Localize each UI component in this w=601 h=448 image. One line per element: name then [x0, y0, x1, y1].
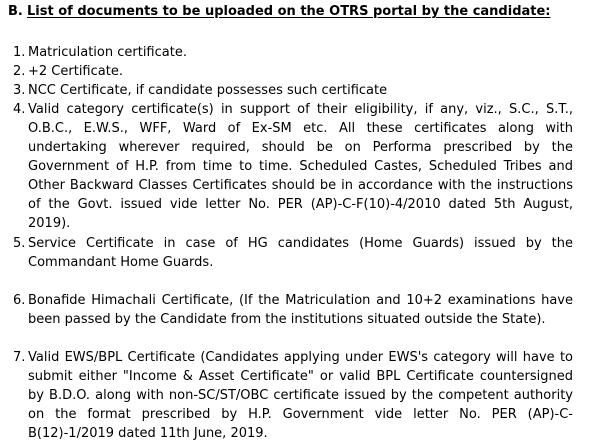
item-text: +2 Certificate.: [28, 64, 123, 79]
item-number: 3.: [13, 83, 26, 98]
section-letter: B.: [8, 4, 23, 19]
item-number: 5.: [13, 236, 26, 251]
item-number: 7.: [13, 350, 26, 365]
section-heading: [8, 3, 551, 21]
item-text: Service Certificate in case of HG candidates (Home Guards) issued by the Commandant Home Guards.: [28, 236, 573, 270]
item-text: NCC Certificate, if candidate possesses such certificate: [28, 83, 388, 98]
list-item-1: [13, 43, 573, 62]
item-text: Valid category certificate(s) in support of their eligibility, if any, viz., S.C., S.T., O.B.C., E.W.S., WFF, Ward of Ex-SM etc. All these certificates along with undertaking wherever required, should be on Performa prescribed by the Government of H.P. from time to time. Scheduled Castes, Scheduled Tribes and Other Backward Classes Certificates should be in accordance with the instructions of the Govt. issued vide letter No. PER (AP)-C-F(10)-4/2010 dated 5th August, 2019).: [28, 102, 573, 231]
item-text: Bonafide Himachali Certificate, (If the Matriculation and 10+2 examinations have been passed by the Candidate from the institutions situated outside the State).: [28, 293, 573, 327]
list-item-5: [13, 234, 573, 272]
item-number: 6.: [13, 293, 26, 308]
list-item-7: [13, 348, 573, 443]
item-number: 4.: [13, 102, 26, 117]
item-text: Valid EWS/BPL Certificate (Candidates applying under EWS's category will have to submit either "Income & Asset Certificate" or valid BPL Certificate countersigned by B.D.O. along with non-SC/ST/OBC certificate issued by the competent authority on the format prescribed by H.P. Government vide letter No. PER (AP)-C-B(12)-1/2019 dated 11th June, 2019.: [28, 350, 573, 441]
list-item-3: [13, 81, 573, 100]
item-number: 2.: [13, 64, 26, 79]
item-text: Matriculation certificate.: [28, 45, 187, 60]
list-item-2: [13, 62, 573, 81]
section-title: List of documents to be uploaded on the OTRS portal by the candidate:: [27, 4, 551, 19]
list-item-6: [13, 291, 573, 329]
item-number: 1.: [13, 45, 26, 60]
list-item-4: [13, 100, 573, 233]
